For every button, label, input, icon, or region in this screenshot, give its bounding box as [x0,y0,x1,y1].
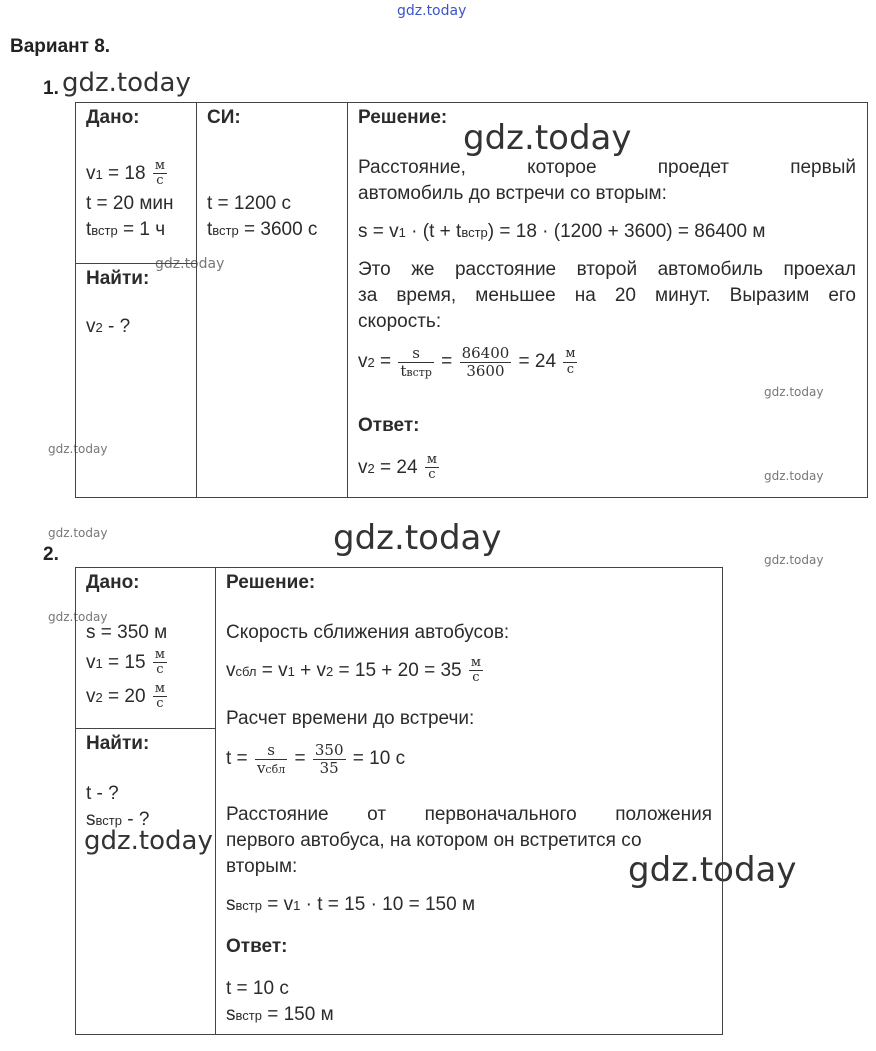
p1-answer: v2 = 24 $\frac{м}{с}$ [358,452,437,483]
p2-given-heading: Дано: [86,572,140,593]
fraction-numeric: $\frac{350}{35}$ [314,741,344,777]
p1-find-v2: v2 - ? [86,316,131,337]
p1-sol-eq1: s = v1 · (t + tвстр) = 18 · (1200 + 3600) = 86400 м [358,221,766,242]
p2-sol-p3-line3: вторым: [226,856,298,877]
p1-solution-cell [348,103,868,498]
watermark-small-3: gdz.today [48,442,108,456]
problem2-number: 2. [43,544,59,565]
p2-solution-heading: Решение: [226,572,316,593]
p1-sol-p1-line2: автомобиль до встречи со вторым: [358,183,667,204]
p1-si-cell [197,103,348,498]
p2-solution-cell [216,568,723,1035]
watermark-big-3: gdz.today [628,850,797,890]
watermark-big-2: gdz.today [333,518,502,558]
p1-sol-p1-line1: Расстояние, которое проедет первый [358,157,856,178]
fraction-numeric: $\frac{86400}{3600}$ [461,344,510,380]
watermark-small-4: gdz.today [764,469,824,483]
unit-fraction-mps: $\frac{м}{с}$ [154,158,165,189]
p1-find-heading: Найти: [86,268,150,289]
unit-fraction-mps: $\frac{м}{с}$ [154,647,165,678]
p1-sol-p2-line3: скорость: [358,311,442,332]
p2-given-cell [76,568,216,729]
watermark-small-7: gdz.today [48,610,108,624]
p1-si-tvstr: tвстр = 3600 с [207,219,318,240]
p2-answer-heading: Ответ: [226,936,288,957]
p1-given-t: t = 20 мин [86,193,174,214]
p1-given-tvstr: tвстр = 1 ч [86,219,166,240]
p1-given-cell [76,103,197,264]
p2-given-v2: v2 = 20 $\frac{м}{с}$ [86,681,165,712]
p2-sol-eq2: t = $\frac{s}{\text{vсбл}}$ = $\frac{350}{35}$ = 10 с [226,741,406,777]
unit-fraction-mps: $\frac{м}{с}$ [154,681,165,712]
p1-given-heading: Дано: [86,107,140,128]
p2-sol-p3-line2: первого автобуса, на котором он встретится со [226,830,642,851]
unit-fraction-mps: $\frac{м}{с}$ [426,452,437,483]
variant-title: Вариант 8. [10,36,111,57]
p2-answer-t: t = 10 с [226,978,289,999]
p2-find-cell [76,729,216,1035]
p1-find-cell [76,264,197,498]
watermark-small-1: gdz.today [155,256,225,272]
watermark-big-1: gdz.today [463,118,632,158]
p1-sol-p2-line2: за время, меньшее на 20 минут. Выразим его [358,285,856,306]
problem1-number: 1. [43,78,59,99]
problem2-table [75,567,723,1035]
p1-sol-eq2: v2 = $\frac{s}{\text{tвстр}}$ = $\frac{86400}{3600}$ = 24 $\frac{м}{с}$ [358,344,576,380]
p2-sol-p1: Скорость сближения автобусов: [226,622,510,643]
watermark-mid-2: gdz.today [84,826,213,856]
p2-given-v1: v1 = 15 $\frac{м}{с}$ [86,647,165,678]
p2-sol-eq3: sвстр = v1 · t = 15 · 10 = 150 м [226,894,476,915]
p1-given-v1: v1 = 18 $\frac{м}{с}$ [86,158,165,189]
p2-answer-s: sвстр = 150 м [226,1004,334,1025]
p1-sol-p2-line1: Это же расстояние второй автомобиль проехал [358,259,856,280]
watermark-small-5: gdz.today [48,526,108,540]
p2-find-s: sвстр - ? [86,809,150,830]
p2-find-t: t - ? [86,783,119,804]
p2-given-s: s = 350 м [86,622,168,643]
watermark-problem1-number: gdz.today [62,68,191,98]
p2-sol-p3-line1: Расстояние от первоначального положения [226,804,712,825]
p2-sol-eq1: vсбл = v1 + v2 = 15 + 20 = 35 $\frac{м}{с}$ [226,655,481,686]
watermark-top: gdz.today [397,3,467,19]
p1-solution-heading: Решение: [358,107,448,128]
p1-si-heading: СИ: [207,107,241,128]
p2-sol-p2: Расчет времени до встречи: [226,708,475,729]
fraction-s-over-v: $\frac{s}{\text{vсбл}}$ [256,741,286,777]
fraction-s-over-t: $\frac{s}{\text{tвстр}}$ [400,344,432,380]
p1-answer-heading: Ответ: [358,415,420,436]
unit-fraction-mps: $\frac{м}{с}$ [565,346,576,377]
watermark-small-6: gdz.today [764,553,824,567]
p1-si-t: t = 1200 с [207,193,291,214]
problem1-table [75,102,868,498]
watermark-small-2: gdz.today [764,385,824,399]
unit-fraction-mps: $\frac{м}{с}$ [470,655,481,686]
p2-find-heading: Найти: [86,733,150,754]
